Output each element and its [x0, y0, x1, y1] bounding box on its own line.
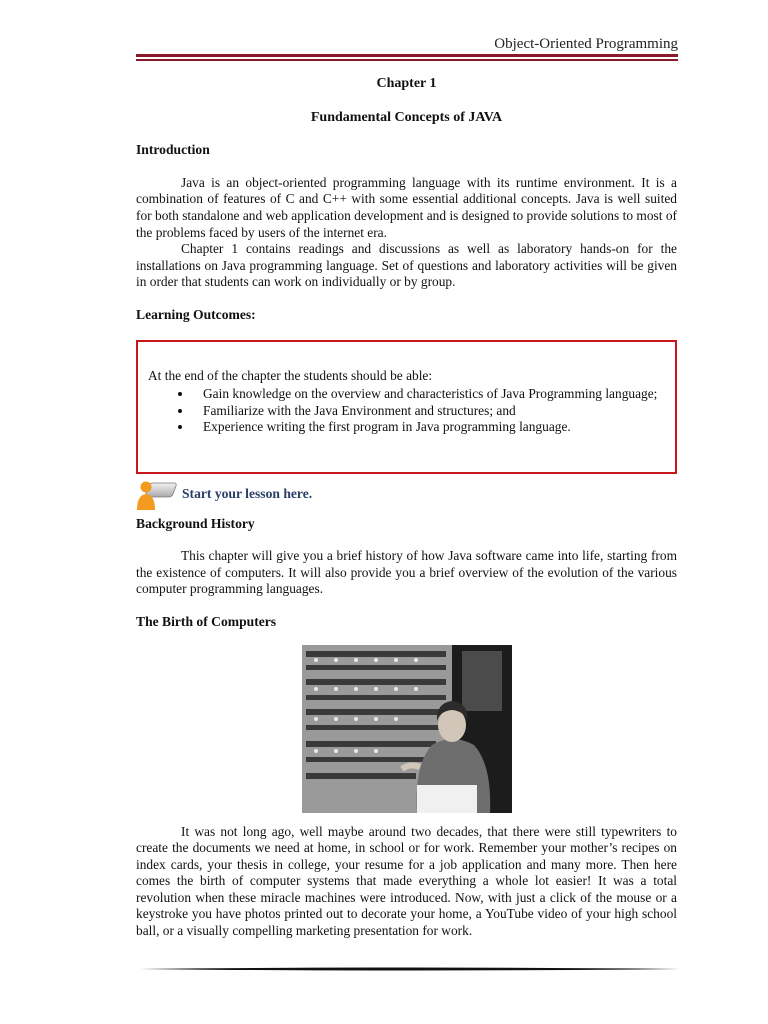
- chapter-number: Chapter 1: [376, 76, 437, 91]
- learning-outcome-item: • Experience writing the first program in Java programming language.: [193, 419, 665, 436]
- photo-container: [136, 645, 677, 813]
- learning-outcomes-list: [148, 386, 665, 436]
- learning-outcomes-box: [136, 340, 677, 474]
- lesson-start-label: Start your lesson here.: [182, 486, 313, 502]
- page-content: [136, 74, 677, 940]
- introduction-paragraph-1: Java is an object-oriented programming language with its runtime environment. It is a combination of features of C and C++ with some essential additional concepts. Java is well suited for both standalone and web application development and is designed to provide solutions to most of the problems faced by users of the internet era.: [136, 174, 677, 240]
- learning-outcomes-heading: Learning Outcomes:: [136, 306, 256, 322]
- background-history-heading: Background History: [136, 515, 255, 531]
- learning-outcomes-intro: At the end of the chapter the students should be able:: [148, 367, 433, 383]
- birth-of-computers-paragraph: It was not long ago, well maybe around two decades, that there were still typewriters to create the documents we need at home, in school or for work. Remember your mother’s recipes on index cards, your thesis in college, your resume for a job application and many more. Then here comes the birth of computer systems that made everything a whole lot easier! It was a total revolution when these miracle machines were introduced. Now, with just a click of the mouse or a keystroke you have photos printed out to decorate your home, a YouTube video of your high school ball, or a visually compelling marketing presentation for work.: [136, 823, 677, 939]
- footer-rule: [140, 967, 680, 971]
- introduction-heading: Introduction: [136, 142, 210, 158]
- page-header-title: Object-Oriented Programming: [494, 36, 678, 52]
- lesson-start-row: [136, 478, 677, 512]
- header-rule-top: [136, 54, 678, 57]
- learning-outcome-item: • Gain knowledge on the overview and characteristics of Java Programming language;: [193, 386, 665, 403]
- person-speech-icon: [136, 478, 178, 512]
- background-history-paragraph: This chapter will give you a brief history of how Java software came into life, starting from the existence of computers. It will also provide you a brief overview of the evolution of the various computer programming languages.: [136, 548, 677, 597]
- chapter-title: Fundamental Concepts of JAVA: [310, 109, 503, 125]
- header-rule-bottom: [136, 59, 678, 61]
- woman-operating-early-computer-photo: [302, 645, 512, 813]
- introduction-paragraph-2: Chapter 1 contains readings and discussions as well as laboratory hands-on for the installations on Java programming language. Set of questions and laboratory activities will be given in order that students can work on individually or by group.: [136, 241, 677, 290]
- learning-outcome-item: • Familiarize with the Java Environment and structures; and: [193, 403, 665, 420]
- birth-of-computers-heading: The Birth of Computers: [136, 613, 277, 629]
